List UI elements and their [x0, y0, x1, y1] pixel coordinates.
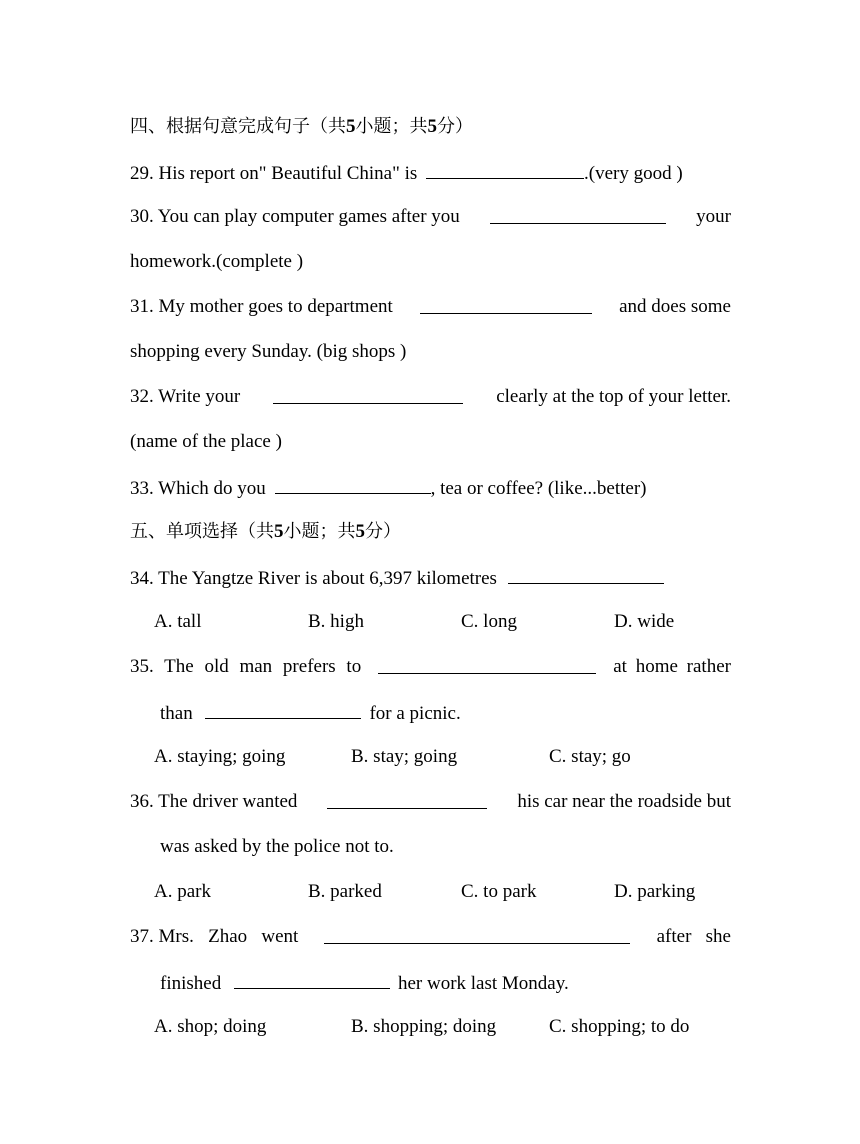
- question-text: than: [160, 703, 193, 724]
- option-a[interactable]: A. shop; doing: [154, 1016, 267, 1037]
- question-37-line2: [160, 969, 731, 995]
- option-b[interactable]: B. stay; going: [351, 746, 458, 767]
- question-text: her work last Monday.: [397, 973, 569, 994]
- question-text: and does some: [619, 296, 731, 317]
- option-a[interactable]: A. tall: [154, 611, 202, 632]
- answer-blank[interactable]: [420, 294, 592, 314]
- question-text: finished: [160, 973, 222, 994]
- answer-blank[interactable]: [490, 204, 666, 224]
- option-b[interactable]: B. shopping; doing: [351, 1016, 497, 1037]
- question-text: 29. His report on" Beautiful China" is: [130, 163, 418, 184]
- option-c[interactable]: C. shopping; to do: [549, 1016, 690, 1037]
- question-35-line2: [160, 699, 731, 725]
- section-heading-4: [130, 114, 731, 140]
- question-29: [130, 159, 731, 185]
- question-text: 37. Mrs. Zhao went: [130, 926, 299, 947]
- question-text: his car near the roadside but: [517, 791, 731, 812]
- option-b[interactable]: B. parked: [308, 881, 382, 902]
- option-c[interactable]: C. stay; go: [549, 746, 631, 767]
- option-a[interactable]: A. staying; going: [154, 746, 286, 767]
- answer-blank[interactable]: [205, 699, 361, 719]
- question-text: 30. You can play computer games after you: [130, 206, 460, 227]
- question-32-line2: [130, 429, 731, 455]
- question-31-line2: [130, 339, 731, 365]
- section-heading-5: [130, 519, 731, 545]
- heading-text: 五、单项选择（共: [130, 521, 274, 542]
- option-c[interactable]: C. long: [461, 611, 517, 632]
- question-34: [130, 564, 731, 590]
- answer-blank[interactable]: [426, 159, 584, 179]
- option-d[interactable]: D. wide: [614, 611, 675, 632]
- answer-blank[interactable]: [234, 969, 390, 989]
- answer-blank[interactable]: [324, 924, 630, 944]
- answer-blank[interactable]: [273, 384, 463, 404]
- heading-text: 分）: [365, 521, 401, 542]
- answer-blank[interactable]: [378, 654, 596, 674]
- question-text: 34. The Yangtze River is about 6,397 kilometres: [130, 568, 497, 589]
- heading-text: 分）: [437, 116, 473, 137]
- question-36: [130, 789, 731, 815]
- answer-blank[interactable]: [275, 474, 431, 494]
- question-hint: , tea or coffee? (like...better): [430, 478, 647, 499]
- question-text: your: [696, 206, 731, 227]
- question-hint: (name of the place ): [130, 431, 282, 452]
- question-36-line2: [160, 834, 731, 860]
- question-text: 36. The driver wanted: [130, 791, 298, 812]
- heading-text: 四、根据句意完成句子（共: [130, 116, 346, 137]
- question-hint: .(very good ): [584, 163, 683, 184]
- question-32: [130, 384, 731, 410]
- question-text: was asked by the police not to.: [160, 836, 394, 857]
- question-30-line2: [130, 249, 731, 275]
- heading-number: 5: [346, 116, 356, 137]
- question-text: 33. Which do you: [130, 478, 266, 499]
- question-37: [130, 924, 731, 950]
- question-text: clearly at the top of your letter.: [496, 386, 731, 407]
- question-text: at home rather: [613, 656, 731, 677]
- answer-blank[interactable]: [508, 564, 664, 584]
- heading-number: 5: [274, 521, 284, 542]
- question-text: after she: [656, 926, 731, 947]
- option-b[interactable]: B. high: [308, 611, 364, 632]
- question-hint: homework.(complete ): [130, 251, 304, 272]
- question-text: 31. My mother goes to department: [130, 296, 393, 317]
- question-31: [130, 294, 731, 320]
- question-35: [130, 654, 731, 680]
- question-hint: shopping every Sunday. (big shops ): [130, 341, 407, 362]
- option-a[interactable]: A. park: [154, 881, 211, 902]
- option-d[interactable]: D. parking: [614, 881, 696, 902]
- heading-text: 小题；共: [355, 116, 428, 137]
- question-text: 35. The old man prefers to: [130, 656, 362, 677]
- answer-blank[interactable]: [327, 789, 487, 809]
- heading-text: 小题；共: [283, 521, 356, 542]
- question-33: [130, 474, 731, 500]
- question-text: for a picnic.: [369, 703, 461, 724]
- question-30: [130, 204, 731, 230]
- option-c[interactable]: C. to park: [461, 881, 537, 902]
- heading-number: 5: [427, 116, 437, 137]
- heading-number: 5: [355, 521, 365, 542]
- question-text: 32. Write your: [130, 386, 241, 407]
